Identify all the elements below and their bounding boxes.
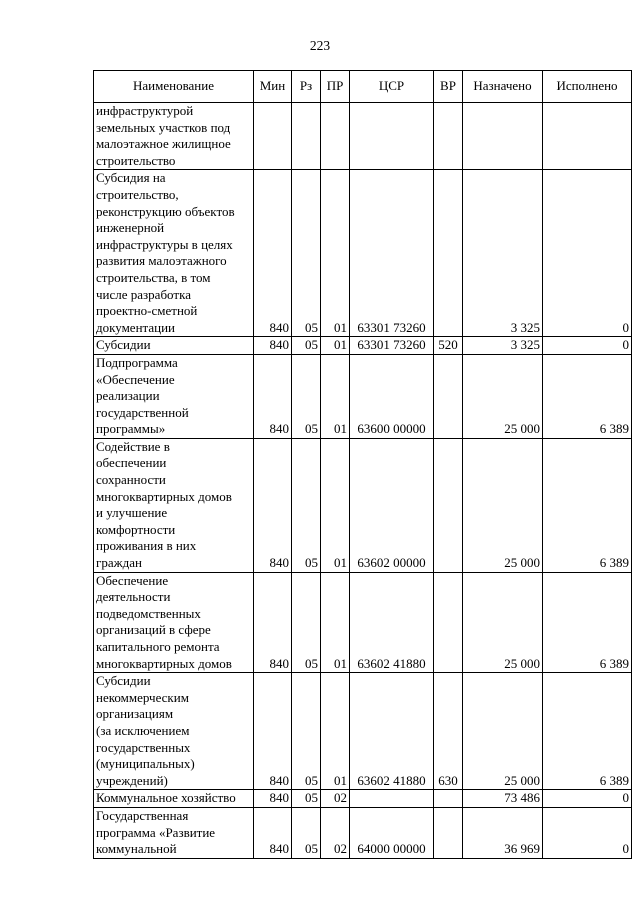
table-row: [94, 337, 632, 355]
row-assigned: 25 000: [463, 438, 543, 572]
row-csr: 63602 00000: [350, 438, 434, 572]
row-assigned: 3 325: [463, 337, 543, 355]
table-row: [94, 170, 632, 337]
row-executed: 0: [543, 790, 632, 808]
row-pr: 01: [321, 572, 350, 673]
table-row: [94, 572, 632, 673]
row-csr: 63600 00000: [350, 354, 434, 438]
row-pr: 01: [321, 438, 350, 572]
row-name: Субсидия на строительство, реконструкцию объектов инженерной инфраструктуры в целях развития малоэтажного строительства, в том числе разработка проектно-сметной документации: [94, 170, 254, 337]
row-executed: 0: [543, 337, 632, 355]
row-pr: 01: [321, 354, 350, 438]
row-csr: 63301 73260: [350, 337, 434, 355]
row-min: 840: [254, 807, 292, 858]
column-header-csr: ЦСР: [350, 71, 434, 103]
table-row: [94, 790, 632, 808]
row-min: 840: [254, 337, 292, 355]
column-header-executed: Исполнено: [543, 71, 632, 103]
row-vr: 630: [434, 673, 463, 790]
row-vr: [434, 790, 463, 808]
row-min: 840: [254, 572, 292, 673]
row-pr: 01: [321, 673, 350, 790]
row-name: Обеспечение деятельности подведомственных организаций в сфере капитального ремонта многоквартирных домов: [94, 572, 254, 673]
row-name: Содействие в обеспечении сохранности многоквартирных домов и улучшение комфортности проживания в них граждан: [94, 438, 254, 572]
row-rz: 05: [292, 438, 321, 572]
row-csr: 63602 41880: [350, 572, 434, 673]
table-header-row: [94, 71, 632, 103]
row-rz: 05: [292, 790, 321, 808]
row-min: 840: [254, 673, 292, 790]
column-header-rz: Рз: [292, 71, 321, 103]
row-min: 840: [254, 438, 292, 572]
row-executed: 0: [543, 807, 632, 858]
table-row: [94, 354, 632, 438]
row-rz: 05: [292, 673, 321, 790]
row-rz: 05: [292, 354, 321, 438]
row-assigned: 73 486: [463, 790, 543, 808]
row-pr: [321, 103, 350, 170]
budget-table: [93, 70, 632, 859]
row-executed: 0: [543, 170, 632, 337]
table-row: [94, 807, 632, 858]
row-rz: 05: [292, 572, 321, 673]
row-executed: 6 389: [543, 572, 632, 673]
row-assigned: 25 000: [463, 572, 543, 673]
row-vr: 520: [434, 337, 463, 355]
row-vr: [434, 354, 463, 438]
row-assigned: 25 000: [463, 354, 543, 438]
row-min: 840: [254, 354, 292, 438]
row-pr: 02: [321, 807, 350, 858]
row-min: [254, 103, 292, 170]
row-rz: 05: [292, 807, 321, 858]
row-vr: [434, 103, 463, 170]
row-name: Государственная программа «Развитие коммунальной: [94, 807, 254, 858]
table-row: [94, 438, 632, 572]
row-name: Подпрограмма «Обеспечение реализации государственной программы»: [94, 354, 254, 438]
row-assigned: 36 969: [463, 807, 543, 858]
row-rz: 05: [292, 337, 321, 355]
row-vr: [434, 170, 463, 337]
row-csr: 63602 41880: [350, 673, 434, 790]
row-min: 840: [254, 170, 292, 337]
row-min: 840: [254, 790, 292, 808]
row-name: Субсидии: [94, 337, 254, 355]
row-csr: 63301 73260: [350, 170, 434, 337]
page-number: 223: [309, 38, 331, 53]
row-assigned: 3 325: [463, 170, 543, 337]
row-csr: [350, 103, 434, 170]
row-pr: 02: [321, 790, 350, 808]
row-rz: [292, 103, 321, 170]
column-header-vr: ВР: [434, 71, 463, 103]
row-executed: 6 389: [543, 438, 632, 572]
row-name: Субсидии некоммерческим организациям (за исключением государственных (муниципальных) учреждений): [94, 673, 254, 790]
row-rz: 05: [292, 170, 321, 337]
row-assigned: 25 000: [463, 673, 543, 790]
row-assigned: [463, 103, 543, 170]
column-header-assigned: Назначено: [463, 71, 543, 103]
row-vr: [434, 572, 463, 673]
row-executed: 6 389: [543, 673, 632, 790]
row-vr: [434, 807, 463, 858]
row-name: Коммунальное хозяйство: [94, 790, 254, 808]
column-header-name: Наименование: [94, 71, 254, 103]
table-row: [94, 673, 632, 790]
row-csr: [350, 790, 434, 808]
column-header-min: Мин: [254, 71, 292, 103]
row-pr: 01: [321, 170, 350, 337]
column-header-pr: ПР: [321, 71, 350, 103]
row-executed: 6 389: [543, 354, 632, 438]
row-name: инфраструктурой земельных участков под малоэтажное жилищное строительство: [94, 103, 254, 170]
row-executed: [543, 103, 632, 170]
table-row: [94, 103, 632, 170]
row-csr: 64000 00000: [350, 807, 434, 858]
row-vr: [434, 438, 463, 572]
row-pr: 01: [321, 337, 350, 355]
